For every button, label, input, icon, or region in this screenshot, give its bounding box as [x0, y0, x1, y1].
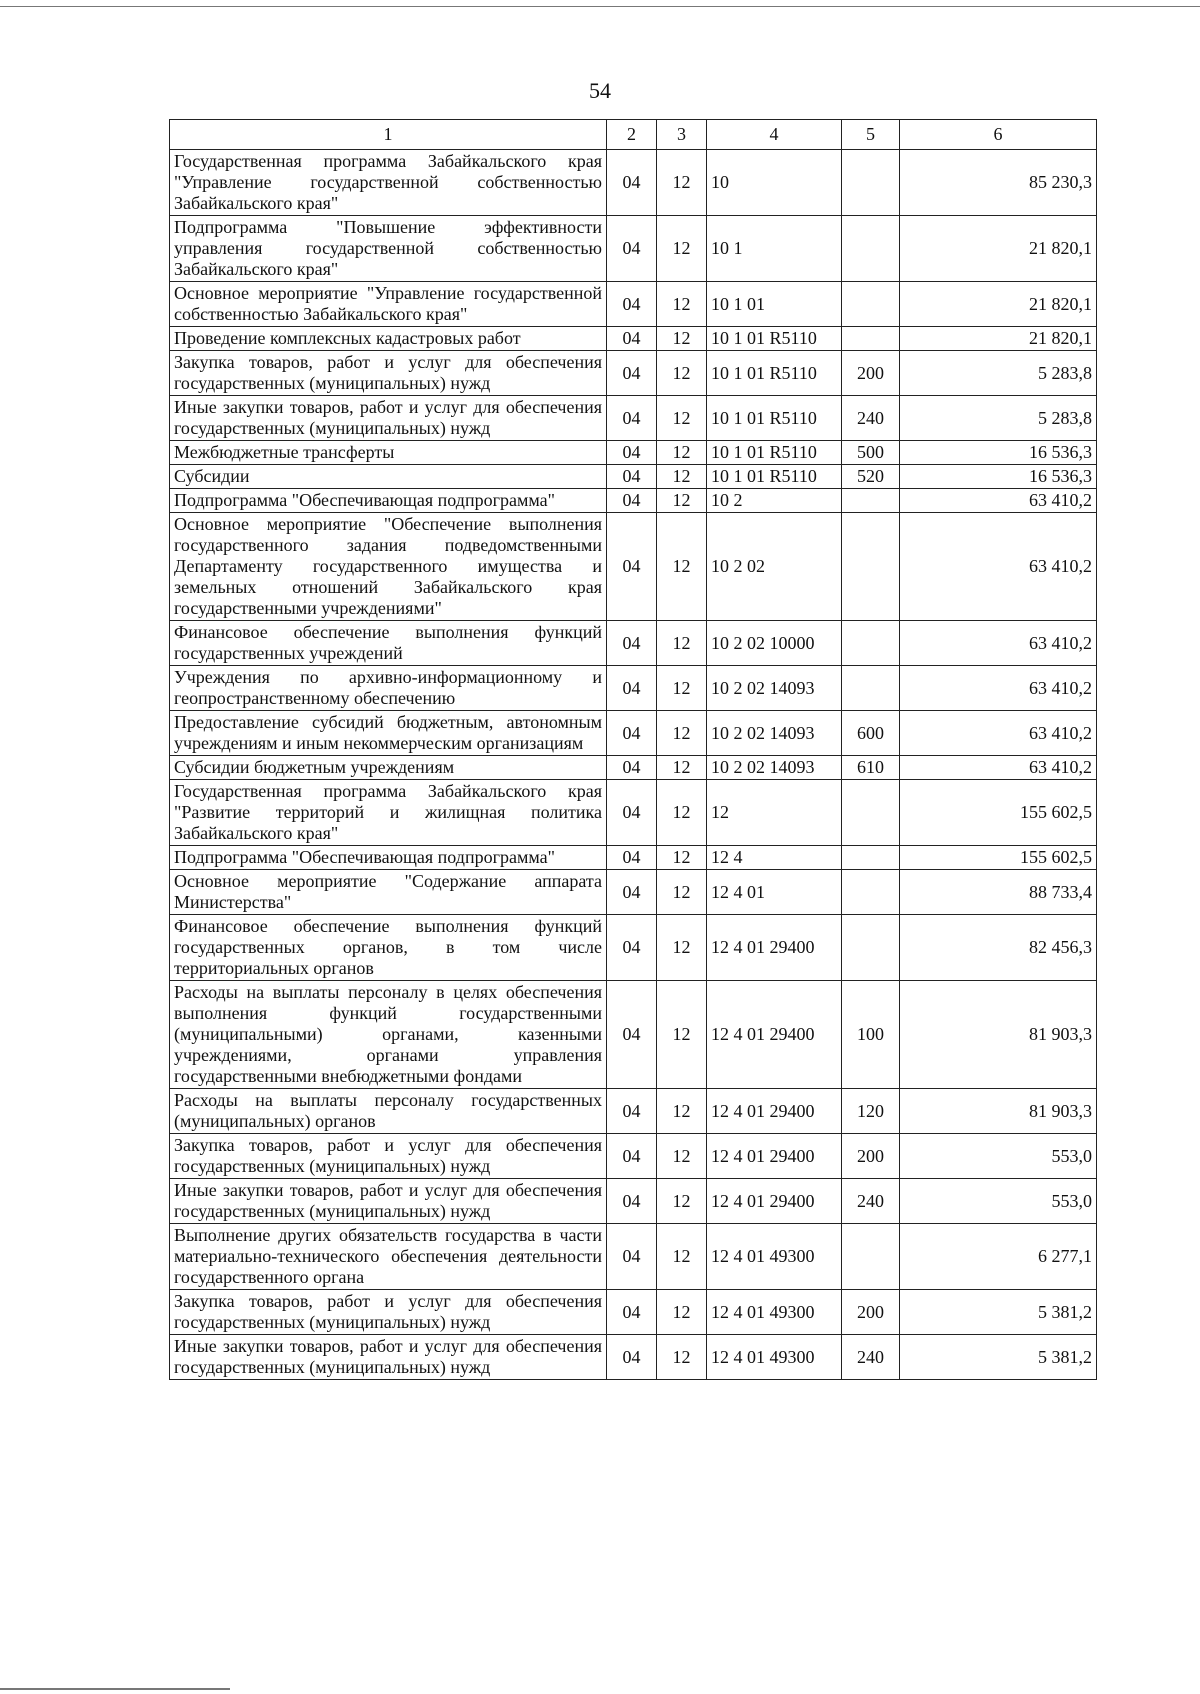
row-amount: 5 283,8 [900, 351, 1097, 396]
row-expense-type [842, 846, 900, 870]
row-target-code: 10 1 01 R5110 [707, 441, 842, 465]
row-amount: 63 410,2 [900, 711, 1097, 756]
row-target-code: 12 [707, 780, 842, 846]
row-amount: 21 820,1 [900, 216, 1097, 282]
row-name: Подпрограмма "Обеспечивающая подпрограмма" [170, 489, 607, 513]
row-target-code: 10 2 02 14093 [707, 666, 842, 711]
row-subsection: 12 [657, 621, 707, 666]
row-name: Финансовое обеспечение выполнения функций государственных учреждений [170, 621, 607, 666]
row-expense-type: 100 [842, 981, 900, 1089]
row-section: 04 [607, 1134, 657, 1179]
row-subsection: 12 [657, 327, 707, 351]
table-row [170, 216, 1097, 282]
table-row [170, 513, 1097, 621]
row-target-code: 10 1 01 R5110 [707, 351, 842, 396]
row-expense-type: 120 [842, 1089, 900, 1134]
row-name: Субсидии [170, 465, 607, 489]
row-expense-type: 200 [842, 1134, 900, 1179]
row-target-code: 12 4 01 29400 [707, 1134, 842, 1179]
table-row [170, 870, 1097, 915]
row-subsection: 12 [657, 351, 707, 396]
row-expense-type: 240 [842, 1179, 900, 1224]
table-row [170, 150, 1097, 216]
row-target-code: 12 4 01 49300 [707, 1224, 842, 1290]
row-name: Иные закупки товаров, работ и услуг для обеспечения государственных (муниципальных) нужд [170, 1335, 607, 1380]
page-number: 54 [589, 78, 611, 103]
row-expense-type: 500 [842, 441, 900, 465]
header-col-6: 6 [900, 120, 1097, 150]
row-target-code: 12 4 01 49300 [707, 1335, 842, 1380]
row-section: 04 [607, 327, 657, 351]
header-col-4: 4 [707, 120, 842, 150]
row-expense-type [842, 150, 900, 216]
row-expense-type: 600 [842, 711, 900, 756]
row-amount: 63 410,2 [900, 756, 1097, 780]
row-amount: 155 602,5 [900, 780, 1097, 846]
table-row [170, 351, 1097, 396]
row-amount: 63 410,2 [900, 621, 1097, 666]
row-name: Проведение комплексных кадастровых работ [170, 327, 607, 351]
row-section: 04 [607, 666, 657, 711]
row-expense-type: 200 [842, 1290, 900, 1335]
row-section: 04 [607, 756, 657, 780]
row-expense-type [842, 282, 900, 327]
row-section: 04 [607, 282, 657, 327]
table-row [170, 756, 1097, 780]
table-row [170, 780, 1097, 846]
row-subsection: 12 [657, 441, 707, 465]
row-section: 04 [607, 1089, 657, 1134]
row-subsection: 12 [657, 513, 707, 621]
row-name: Иные закупки товаров, работ и услуг для обеспечения государственных (муниципальных) нужд [170, 1179, 607, 1224]
row-target-code: 10 1 01 R5110 [707, 327, 842, 351]
row-amount: 81 903,3 [900, 981, 1097, 1089]
row-section: 04 [607, 870, 657, 915]
row-name: Подпрограмма "Повышение эффективности управления государственной собственностью Забайкальского края" [170, 216, 607, 282]
row-section: 04 [607, 981, 657, 1089]
table-row [170, 711, 1097, 756]
row-section: 04 [607, 150, 657, 216]
row-amount: 63 410,2 [900, 489, 1097, 513]
row-subsection: 12 [657, 756, 707, 780]
row-target-code: 12 4 [707, 846, 842, 870]
table-row [170, 1134, 1097, 1179]
row-expense-type: 520 [842, 465, 900, 489]
row-subsection: 12 [657, 780, 707, 846]
row-name: Подпрограмма "Обеспечивающая подпрограмма" [170, 846, 607, 870]
table-row [170, 441, 1097, 465]
table-row [170, 1335, 1097, 1380]
row-name: Закупка товаров, работ и услуг для обеспечения государственных (муниципальных) нужд [170, 1134, 607, 1179]
row-amount: 16 536,3 [900, 441, 1097, 465]
header-col-5: 5 [842, 120, 900, 150]
table-row [170, 327, 1097, 351]
table-row [170, 1290, 1097, 1335]
row-target-code: 10 1 [707, 216, 842, 282]
row-name: Расходы на выплаты персоналу государственных (муниципальных) органов [170, 1089, 607, 1134]
row-amount: 81 903,3 [900, 1089, 1097, 1134]
row-target-code: 10 2 02 14093 [707, 711, 842, 756]
row-subsection: 12 [657, 489, 707, 513]
row-subsection: 12 [657, 915, 707, 981]
row-expense-type [842, 621, 900, 666]
row-name: Субсидии бюджетным учреждениям [170, 756, 607, 780]
table-body [170, 150, 1097, 1380]
row-subsection: 12 [657, 981, 707, 1089]
row-amount: 6 277,1 [900, 1224, 1097, 1290]
row-expense-type [842, 780, 900, 846]
row-section: 04 [607, 513, 657, 621]
table-row [170, 1224, 1097, 1290]
row-subsection: 12 [657, 396, 707, 441]
row-name: Закупка товаров, работ и услуг для обеспечения государственных (муниципальных) нужд [170, 1290, 607, 1335]
row-name: Государственная программа Забайкальского края "Развитие территорий и жилищная политика Забайкальского края" [170, 780, 607, 846]
row-section: 04 [607, 1224, 657, 1290]
row-section: 04 [607, 1179, 657, 1224]
row-subsection: 12 [657, 150, 707, 216]
row-name: Межбюджетные трансферты [170, 441, 607, 465]
header-row [170, 120, 1097, 150]
scan-bottom-edge [0, 1688, 230, 1690]
row-amount: 21 820,1 [900, 282, 1097, 327]
row-amount: 63 410,2 [900, 666, 1097, 711]
row-target-code: 10 2 [707, 489, 842, 513]
table-row [170, 621, 1097, 666]
row-expense-type: 200 [842, 351, 900, 396]
row-subsection: 12 [657, 1290, 707, 1335]
row-subsection: 12 [657, 870, 707, 915]
scan-top-edge [0, 6, 1200, 7]
row-subsection: 12 [657, 1134, 707, 1179]
row-name: Предоставление субсидий бюджетным, автономным учреждениям и иным некоммерческим организациям [170, 711, 607, 756]
table-row [170, 282, 1097, 327]
row-expense-type [842, 1224, 900, 1290]
row-expense-type: 610 [842, 756, 900, 780]
row-section: 04 [607, 915, 657, 981]
row-subsection: 12 [657, 1089, 707, 1134]
header-col-1: 1 [170, 120, 607, 150]
row-target-code: 10 2 02 14093 [707, 756, 842, 780]
row-section: 04 [607, 396, 657, 441]
row-section: 04 [607, 711, 657, 756]
header-col-3: 3 [657, 120, 707, 150]
budget-table [169, 119, 1097, 1380]
row-amount: 63 410,2 [900, 513, 1097, 621]
row-target-code: 12 4 01 49300 [707, 1290, 842, 1335]
row-target-code: 10 2 02 [707, 513, 842, 621]
row-name: Основное мероприятие "Обеспечение выполнения государственного задания подведомственными Департаменту государственного имущества и земельных отношений Забайкальского края государственными учреждениями" [170, 513, 607, 621]
row-section: 04 [607, 489, 657, 513]
row-name: Основное мероприятие "Управление государственной собственностью Забайкальского края" [170, 282, 607, 327]
row-amount: 553,0 [900, 1134, 1097, 1179]
row-expense-type [842, 216, 900, 282]
row-target-code: 10 [707, 150, 842, 216]
row-target-code: 12 4 01 29400 [707, 1179, 842, 1224]
table-row [170, 465, 1097, 489]
row-expense-type [842, 870, 900, 915]
row-amount: 21 820,1 [900, 327, 1097, 351]
row-name: Учреждения по архивно-информационному и геопространственному обеспечению [170, 666, 607, 711]
row-expense-type [842, 513, 900, 621]
row-amount: 553,0 [900, 1179, 1097, 1224]
row-subsection: 12 [657, 846, 707, 870]
row-section: 04 [607, 351, 657, 396]
row-name: Расходы на выплаты персоналу в целях обеспечения выполнения функций государственными (муниципальными) органами, казенными учреждениями, органами управления государственными внебюджетными фондами [170, 981, 607, 1089]
row-amount: 5 381,2 [900, 1335, 1097, 1380]
row-section: 04 [607, 621, 657, 666]
row-name: Иные закупки товаров, работ и услуг для обеспечения государственных (муниципальных) нужд [170, 396, 607, 441]
row-amount: 85 230,3 [900, 150, 1097, 216]
row-expense-type [842, 915, 900, 981]
row-expense-type [842, 489, 900, 513]
table-row [170, 846, 1097, 870]
row-target-code: 10 2 02 10000 [707, 621, 842, 666]
row-target-code: 10 1 01 [707, 282, 842, 327]
row-amount: 82 456,3 [900, 915, 1097, 981]
table-row [170, 396, 1097, 441]
row-expense-type: 240 [842, 1335, 900, 1380]
row-amount: 88 733,4 [900, 870, 1097, 915]
table-row [170, 1179, 1097, 1224]
row-section: 04 [607, 846, 657, 870]
row-target-code: 12 4 01 29400 [707, 915, 842, 981]
row-target-code: 10 1 01 R5110 [707, 396, 842, 441]
row-name: Основное мероприятие "Содержание аппарата Министерства" [170, 870, 607, 915]
row-expense-type [842, 666, 900, 711]
row-section: 04 [607, 1335, 657, 1380]
row-section: 04 [607, 780, 657, 846]
row-subsection: 12 [657, 711, 707, 756]
row-section: 04 [607, 441, 657, 465]
row-subsection: 12 [657, 216, 707, 282]
table-row [170, 489, 1097, 513]
row-section: 04 [607, 465, 657, 489]
row-subsection: 12 [657, 666, 707, 711]
row-target-code: 12 4 01 29400 [707, 1089, 842, 1134]
header-col-2: 2 [607, 120, 657, 150]
table-row [170, 981, 1097, 1089]
row-subsection: 12 [657, 282, 707, 327]
row-amount: 16 536,3 [900, 465, 1097, 489]
row-amount: 5 283,8 [900, 396, 1097, 441]
row-section: 04 [607, 216, 657, 282]
row-subsection: 12 [657, 1335, 707, 1380]
row-amount: 155 602,5 [900, 846, 1097, 870]
row-subsection: 12 [657, 1224, 707, 1290]
row-name: Финансовое обеспечение выполнения функций государственных органов, в том числе территориальных органов [170, 915, 607, 981]
row-name: Закупка товаров, работ и услуг для обеспечения государственных (муниципальных) нужд [170, 351, 607, 396]
row-subsection: 12 [657, 465, 707, 489]
row-target-code: 12 4 01 [707, 870, 842, 915]
row-expense-type: 240 [842, 396, 900, 441]
table-row [170, 1089, 1097, 1134]
row-target-code: 10 1 01 R5110 [707, 465, 842, 489]
row-name: Выполнение других обязательств государства в части материально-технического обеспечения деятельности государственного органа [170, 1224, 607, 1290]
row-expense-type [842, 327, 900, 351]
row-subsection: 12 [657, 1179, 707, 1224]
row-amount: 5 381,2 [900, 1290, 1097, 1335]
table-row [170, 915, 1097, 981]
table-row [170, 666, 1097, 711]
row-name: Государственная программа Забайкальского края "Управление государственной собственностью Забайкальского края" [170, 150, 607, 216]
row-section: 04 [607, 1290, 657, 1335]
row-target-code: 12 4 01 29400 [707, 981, 842, 1089]
